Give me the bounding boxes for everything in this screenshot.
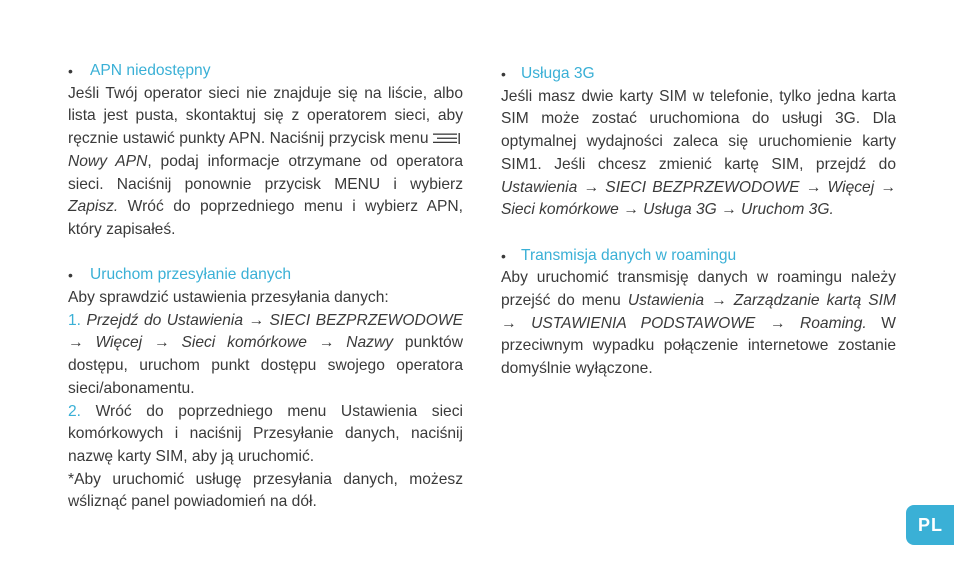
zapisz-text: Zapisz. <box>68 198 119 216</box>
data-note: *Aby uruchomić usługę przesyłania danych, możesz wśliznąć panel powiadomień na dół. <box>68 470 463 511</box>
bullet: • <box>68 267 73 284</box>
step-2-text: Wróć do poprzedniego menu Ustawienia sieci komórkowych i naciśnij Przesyłanie danych, naciśnij nazwę karty SIM, aby ją uruchomić. <box>68 402 463 465</box>
apn-paragraph <box>68 83 463 242</box>
bullet: • <box>501 66 506 82</box>
section-data <box>68 264 463 514</box>
data-intro: Aby sprawdzić ustawienia przesyłania danych: <box>68 289 389 307</box>
service3g-paragraph <box>501 86 896 222</box>
service3g-heading <box>501 63 896 86</box>
bullet: • <box>68 63 73 79</box>
right-column <box>501 60 896 381</box>
menu-key-icon <box>433 133 461 144</box>
data-heading <box>68 264 463 287</box>
apn-text-1: Jeśli Twój operator sieci nie znajduje się na liście, albo lista jest pusta, skontaktuj się z operatorem sieci, aby ręcznie ustawić punkty APN. Naciśnij przycisk menu <box>68 84 463 148</box>
apn-text-2: , podaj informacje otrzymane od operatora sieci. Naciśnij ponownie przycisk MENU i wybierz <box>68 152 463 193</box>
data-heading-text: Uruchom przesyłanie danych <box>90 266 292 284</box>
step-1-number: 1. <box>68 311 82 329</box>
service3g-path: Ustawienia → SIECI BEZPRZEWODOWE → Więcej → Sieci komórkowe → Usługa 3G → Uruchom 3G. <box>501 178 896 219</box>
section-3g <box>501 63 896 222</box>
left-column <box>68 60 463 514</box>
data-step-1 <box>68 310 463 401</box>
apn-heading-text: APN niedostępny <box>90 62 211 79</box>
section-roaming <box>501 245 896 381</box>
apn-text-3: Wróć do poprzedniego menu i wybierz APN, który zapisałeś. <box>68 198 463 238</box>
step-1-text: punktów dostępu, uruchom punkt dostępu swojego operatora sieci/abonamentu. <box>68 334 463 397</box>
step-1-path: Przejdź do Ustawienia → SIECI BEZPRZEWODOWE → Więcej → Sieci komórkowe → Nazwy <box>68 311 463 352</box>
apn-heading <box>68 60 463 83</box>
data-step-2 <box>68 401 463 469</box>
section-apn <box>68 60 463 242</box>
roaming-path: Ustawienia → Zarządzanie kartą SIM → USTAWIENIA PODSTAWOWE → Roaming. <box>501 292 896 332</box>
roaming-heading <box>501 245 896 268</box>
language-badge: PL <box>906 505 954 545</box>
roaming-heading-text: Transmisja danych w roamingu <box>521 246 737 264</box>
bullet: • <box>501 247 506 264</box>
service3g-heading-text: Usługa 3G <box>521 65 595 82</box>
roaming-text-2: W przeciwnym wypadku połączenie internetowe zostanie domyślnie wyłączone. <box>501 314 896 378</box>
service3g-text: Jeśli masz dwie karty SIM w telefonie, tylko jedna karta SIM może zostać uruchomiona do usługi 3G. Dla optymalnej wydajności zaleca się uruchomienie karty SIM1. Jeśli chcesz zmienić kartę SIM, przejdź do <box>501 87 896 173</box>
roaming-text-1: Aby uruchomić transmisję danych w roamingu należy przejść do menu <box>501 269 896 310</box>
step-2-number: 2. <box>68 402 82 420</box>
nowy-apn-text: Nowy APN <box>68 152 148 170</box>
roaming-paragraph <box>501 267 896 381</box>
